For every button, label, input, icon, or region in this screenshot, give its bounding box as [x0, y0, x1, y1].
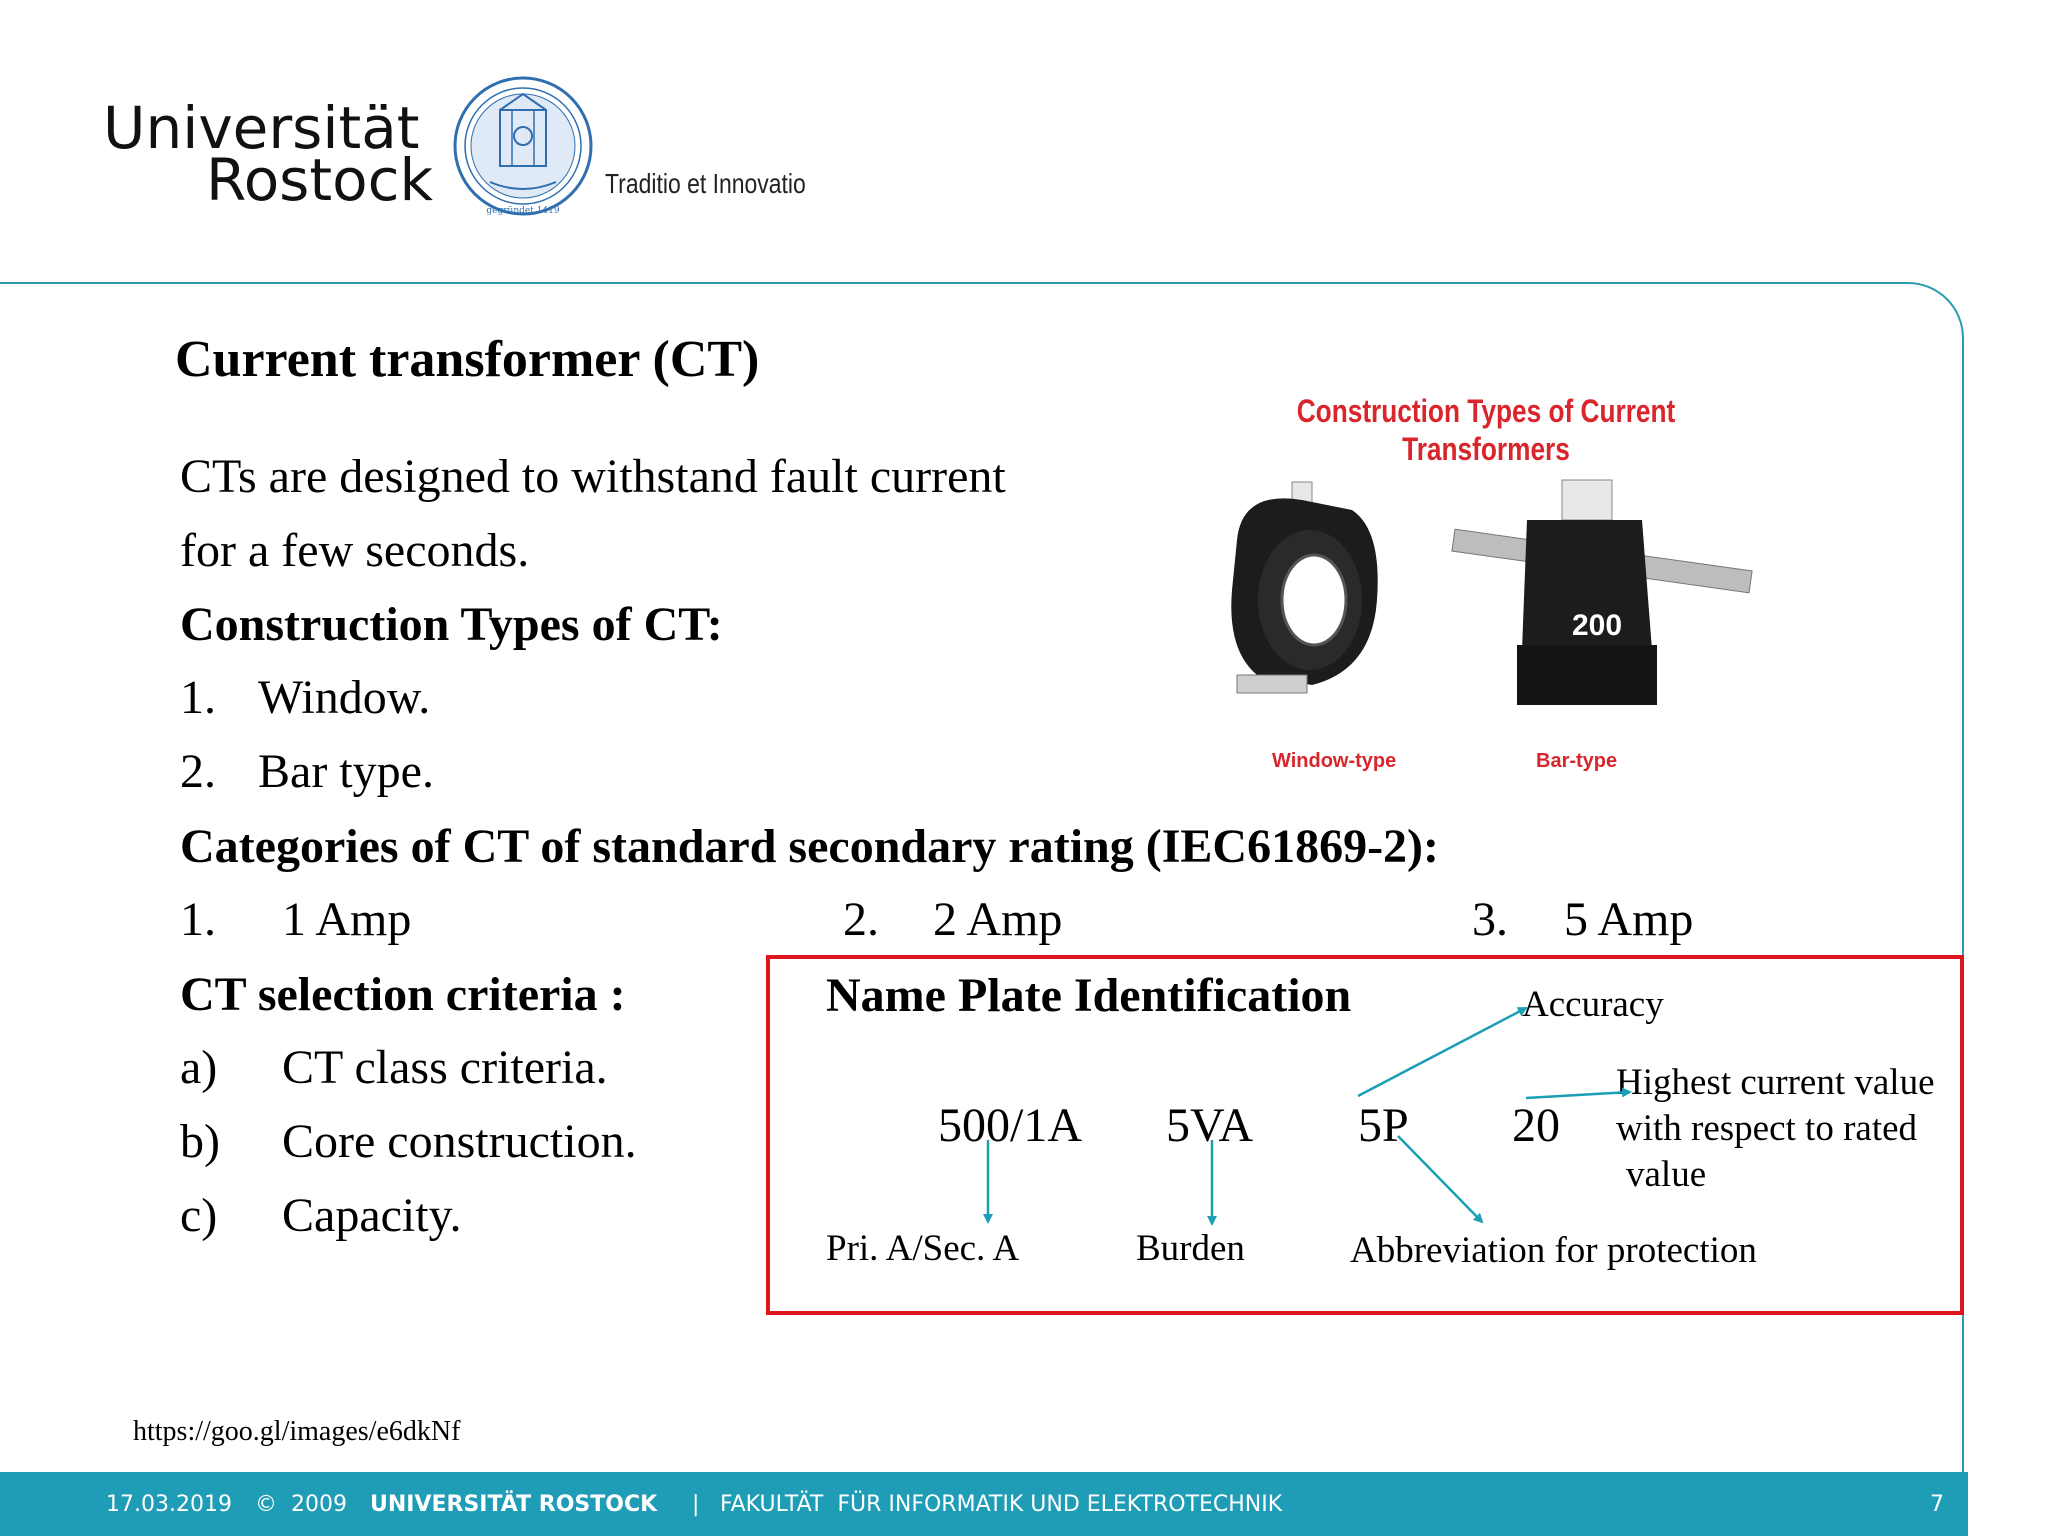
selection-heading: CT selection criteria :	[180, 968, 626, 1021]
list-number: 1.	[180, 893, 216, 946]
categories-heading: Categories of CT of standard secondary rating (IEC61869-2):	[180, 820, 1440, 873]
list-number: 1.	[180, 671, 216, 724]
list-number: b)	[180, 1115, 220, 1168]
burden-label: Burden	[1136, 1228, 1245, 1269]
bar-ct-number: 200	[1572, 609, 1623, 642]
photo-caption	[1261, 392, 1710, 468]
list-text: Bar type.	[258, 745, 434, 798]
footer-bar	[0, 1472, 1968, 1536]
intro-line-2: for a few seconds.	[180, 524, 530, 577]
footer-faculty: FAKULTÄT FÜR INFORMATIK UND ELEKTROTECHNIK	[720, 1492, 1283, 1517]
window-type-label: Window-type	[1272, 750, 1397, 772]
highest-current-line2: with respect to rated	[1616, 1108, 1918, 1149]
list-text: Core construction.	[282, 1115, 637, 1168]
logo-motto: Traditio et Innovatio	[605, 168, 806, 199]
list-text: Window.	[258, 671, 431, 724]
seal-text: gegründet 1419	[486, 206, 560, 216]
pri-sec-label: Pri. A/Sec. A	[826, 1228, 1020, 1269]
category-item	[1472, 892, 1694, 947]
footer-copyright: © 2009	[255, 1492, 347, 1517]
intro-line-1: CTs are designed to withstand fault current	[180, 450, 1006, 503]
abbreviation-label: Abbreviation for protection	[1350, 1230, 1757, 1271]
highest-current-line1: Highest current value	[1616, 1062, 1935, 1103]
list-text: Capacity.	[282, 1189, 462, 1242]
list-text: 5 Amp	[1564, 893, 1694, 946]
footer-separator: |	[692, 1492, 700, 1517]
university-seal-icon	[450, 72, 596, 222]
photo-caption-line1: Construction Types of Current	[1296, 393, 1676, 429]
logo-wordmark-line1: Universität	[103, 94, 420, 162]
footer-page-number: 7	[1930, 1492, 1944, 1517]
highest-current-line3: value	[1626, 1154, 1707, 1195]
ct-product-image	[1212, 380, 1760, 790]
list-text: 1 Amp	[282, 893, 412, 946]
list-number: a)	[180, 1041, 218, 1094]
list-number: 3.	[1472, 893, 1508, 946]
photo-caption-line2: Transformers	[1402, 431, 1570, 467]
nameplate-alf-value: 20	[1512, 1099, 1560, 1152]
nameplate-burden-value: 5VA	[1166, 1099, 1254, 1152]
nameplate-class-value: 5P	[1358, 1099, 1409, 1152]
logo-wordmark-line2: Rostock	[206, 146, 434, 214]
slide-title: Current transformer (CT)	[175, 331, 760, 388]
list-text: CT class criteria.	[282, 1041, 608, 1094]
nameplate-ratio: 500/1A	[938, 1099, 1082, 1152]
construction-heading: Construction Types of CT:	[180, 598, 723, 651]
footer-university: UNIVERSITÄT ROSTOCK	[370, 1492, 658, 1517]
list-text: 2 Amp	[933, 893, 1063, 946]
list-number: 2.	[180, 745, 216, 798]
category-item	[843, 892, 1063, 947]
category-item	[180, 892, 412, 947]
ct-devices-illustration	[1212, 470, 1760, 730]
footer-date: 17.03.2019	[106, 1492, 232, 1517]
bar-type-label: Bar-type	[1536, 750, 1618, 772]
list-number: c)	[180, 1189, 218, 1242]
nameplate-title: Name Plate Identification	[826, 969, 1352, 1022]
source-link[interactable]: https://goo.gl/images/e6dkNf	[133, 1416, 461, 1447]
list-number: 2.	[843, 893, 879, 946]
accuracy-label: Accuracy	[1522, 984, 1664, 1025]
